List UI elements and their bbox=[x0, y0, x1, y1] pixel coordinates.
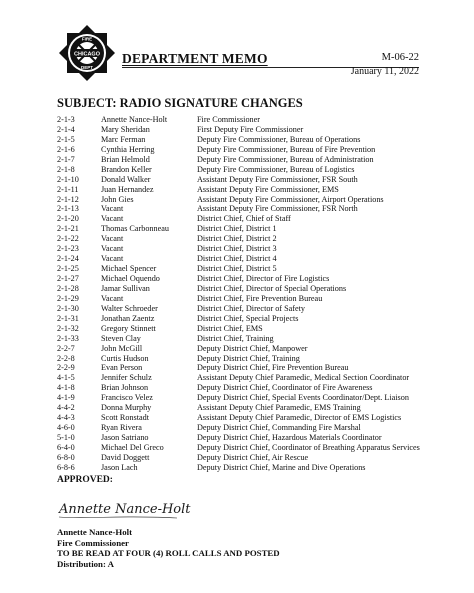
radio-signature-list bbox=[57, 115, 457, 473]
radio-code: 2-1-4 bbox=[57, 124, 75, 134]
radio-code: 5-1-0 bbox=[57, 433, 75, 442]
member-name: Michael Oquendo bbox=[101, 274, 160, 283]
radio-code: 2-2-8 bbox=[57, 353, 75, 363]
member-name: Walter Schroeder bbox=[101, 303, 158, 313]
roster-row bbox=[57, 314, 457, 324]
radio-code: 2-1-21 bbox=[57, 224, 79, 234]
member-title: District Chief, Fire Prevention Bureau bbox=[197, 293, 323, 303]
roster-row bbox=[57, 244, 457, 254]
roster-row bbox=[57, 383, 457, 393]
member-title: District Chief, Training bbox=[197, 333, 274, 343]
memo-title: DEPARTMENT MEMO bbox=[122, 51, 268, 66]
member-title: Deputy District Chief, Special Events Coordinator/Dept. Liaison bbox=[197, 393, 409, 403]
radio-code: 2-1-33 bbox=[57, 333, 79, 343]
member-name: Brian Helmold bbox=[101, 154, 150, 164]
radio-code: 2-1-23 bbox=[57, 244, 79, 254]
radio-code: 2-1-8 bbox=[57, 164, 75, 174]
signer-name: Annette Nance-Holt bbox=[57, 527, 133, 537]
radio-code: 2-1-22 bbox=[57, 234, 79, 244]
member-name: Jason Satriano bbox=[101, 433, 149, 442]
member-title: District Chief, Special Projects bbox=[197, 313, 299, 323]
radio-code: 2-1-29 bbox=[57, 293, 79, 303]
member-title: District Chief, Director of Fire Logistics bbox=[197, 274, 330, 283]
member-title: Assistant Deputy Fire Commissioner, FSR North bbox=[197, 204, 358, 214]
member-title: District Chief, Director of Special Operations bbox=[197, 283, 347, 293]
radio-code: 2-1-10 bbox=[57, 174, 79, 184]
roster-row bbox=[57, 145, 457, 155]
distribution: Distribution: A bbox=[57, 558, 114, 569]
roster-row bbox=[57, 354, 457, 364]
roster-row bbox=[57, 204, 457, 214]
member-name: Vacant bbox=[101, 204, 124, 214]
member-name: Evan Person bbox=[101, 363, 143, 373]
member-name: Scott Ronstadt bbox=[101, 413, 149, 423]
member-title: Deputy District Chief, Hazardous Materials Coordinator bbox=[197, 433, 382, 442]
member-name: Gregory Stinnett bbox=[101, 323, 156, 333]
roster-row bbox=[57, 135, 457, 145]
member-name: Vacant bbox=[101, 234, 124, 244]
roster-row bbox=[57, 433, 457, 443]
member-title: Deputy Fire Commissioner, Bureau of Operations bbox=[197, 134, 361, 144]
roster-row bbox=[57, 294, 457, 304]
seal-top-text: FIRE bbox=[81, 36, 93, 42]
member-title: District Chief, District 4 bbox=[197, 254, 277, 264]
member-title: Deputy District Chief, Manpower bbox=[197, 343, 308, 353]
approved-label: APPROVED: bbox=[57, 475, 113, 485]
roster-row bbox=[57, 214, 457, 224]
roster-row bbox=[57, 274, 457, 284]
member-title: Deputy District Chief, Coordinator of Fire Awareness bbox=[197, 383, 373, 393]
member-name: Mary Sheridan bbox=[101, 124, 150, 134]
radio-code: 2-1-31 bbox=[57, 313, 79, 323]
roster-row bbox=[57, 393, 457, 403]
member-name: Donald Walker bbox=[101, 174, 151, 184]
radio-code: 2-1-20 bbox=[57, 214, 79, 224]
radio-code: 2-2-9 bbox=[57, 363, 75, 373]
member-title: Fire Commissioner bbox=[197, 115, 260, 124]
member-name: Thomas Carbonneau bbox=[101, 224, 169, 234]
member-name: Michael Spencer bbox=[101, 264, 157, 274]
radio-code: 2-1-5 bbox=[57, 134, 75, 144]
member-title: District Chief, District 3 bbox=[197, 244, 277, 254]
radio-code: 2-1-24 bbox=[57, 254, 79, 264]
memo-subject: SUBJECT: RADIO SIGNATURE CHANGES bbox=[57, 96, 303, 110]
radio-code: 4-6-0 bbox=[57, 423, 75, 433]
memo-date: January 11, 2022 bbox=[350, 66, 419, 77]
roster-row bbox=[57, 344, 457, 354]
radio-code: 4-1-5 bbox=[57, 373, 75, 383]
radio-code: 2-1-7 bbox=[57, 154, 75, 164]
radio-code: 4-4-3 bbox=[57, 413, 75, 423]
member-name: Brandon Keller bbox=[101, 164, 152, 174]
roster-row bbox=[57, 403, 457, 413]
roster-row bbox=[57, 443, 457, 453]
roster-row bbox=[57, 234, 457, 244]
member-name: Cynthia Herring bbox=[101, 144, 155, 154]
roster-row bbox=[57, 115, 457, 125]
radio-code: 4-1-8 bbox=[57, 383, 75, 393]
member-name: David Doggett bbox=[101, 452, 150, 462]
roster-row bbox=[57, 453, 457, 463]
memo-number: M-06-22 bbox=[381, 52, 419, 63]
roster-row bbox=[57, 264, 457, 274]
member-title: Assistant Deputy Fire Commissioner, FSR South bbox=[197, 174, 358, 184]
member-name: John Gies bbox=[101, 194, 134, 204]
member-title: District Chief, EMS bbox=[197, 323, 263, 333]
member-name: Vacant bbox=[101, 214, 124, 224]
radio-code: 2-1-11 bbox=[57, 184, 79, 194]
chicago-fire-dept-seal-icon bbox=[57, 23, 117, 83]
member-title: Deputy District Chief, Marine and Dive Operations bbox=[197, 462, 366, 472]
radio-code: 4-1-9 bbox=[57, 393, 75, 403]
roster-row bbox=[57, 324, 457, 334]
member-name: Jason Lach bbox=[101, 462, 138, 472]
seal-center-text: CHICAGO bbox=[74, 51, 100, 58]
member-name: Vacant bbox=[101, 293, 124, 303]
roster-row bbox=[57, 304, 457, 314]
member-name: Jamar Sullivan bbox=[101, 283, 150, 293]
roster-row bbox=[57, 125, 457, 135]
roster-row bbox=[57, 413, 457, 423]
roster-row bbox=[57, 463, 457, 473]
roster-row bbox=[57, 185, 457, 195]
svg-text:Annette Nance-Holt: Annette Nance-Holt bbox=[59, 502, 191, 517]
roster-row bbox=[57, 334, 457, 344]
radio-code: 2-1-32 bbox=[57, 323, 79, 333]
roster-row bbox=[57, 224, 457, 234]
member-name: Michael Del Greco bbox=[101, 442, 164, 452]
roster-row bbox=[57, 284, 457, 294]
roster-row bbox=[57, 155, 457, 165]
radio-code: 2-1-13 bbox=[57, 204, 79, 214]
member-title: Deputy Fire Commissioner, Bureau of Fire Prevention bbox=[197, 144, 376, 154]
roster-row bbox=[57, 373, 457, 383]
member-name: Vacant bbox=[101, 244, 124, 254]
member-title: Assistant Deputy Fire Commissioner, EMS bbox=[197, 184, 339, 194]
radio-code: 2-1-3 bbox=[57, 115, 75, 124]
radio-code: 6-8-0 bbox=[57, 452, 75, 462]
member-title: First Deputy Fire Commissioner bbox=[197, 124, 304, 134]
radio-code: 6-4-0 bbox=[57, 442, 75, 452]
member-title: Assistant Deputy Chief Paramedic, Medical Section Coordinator bbox=[197, 373, 410, 383]
member-name: Jonathan Zaentz bbox=[101, 313, 155, 323]
memo-footer bbox=[57, 527, 280, 569]
roster-row bbox=[57, 423, 457, 433]
member-name: Annette Nance-Holt bbox=[101, 115, 168, 124]
member-title: Deputy District Chief, Fire Prevention Bureau bbox=[197, 363, 349, 373]
member-title: District Chief, District 2 bbox=[197, 234, 277, 244]
member-title: Assistant Deputy Chief Paramedic, Director of EMS Logistics bbox=[197, 413, 402, 423]
roster-row bbox=[57, 175, 457, 185]
member-name: Ryan Rivera bbox=[101, 423, 142, 433]
member-name: Donna Murphy bbox=[101, 403, 152, 413]
member-title: District Chief, Chief of Staff bbox=[197, 214, 291, 224]
radio-code: 2-1-27 bbox=[57, 274, 79, 283]
roster-row bbox=[57, 165, 457, 175]
member-name: Brian Johnson bbox=[101, 383, 149, 393]
member-title: District Chief, District 5 bbox=[197, 264, 277, 274]
radio-code: 2-1-12 bbox=[57, 194, 79, 204]
seal-bottom-text: DEPT bbox=[80, 65, 94, 70]
radio-code: 2-2-7 bbox=[57, 343, 75, 353]
handwritten-signature bbox=[57, 493, 197, 523]
member-title: Deputy District Chief, Training bbox=[197, 353, 300, 363]
member-title: Assistant Deputy Chief Paramedic, EMS Training bbox=[197, 403, 361, 413]
member-name: Juan Hernandez bbox=[101, 184, 154, 194]
radio-code: 2-1-6 bbox=[57, 144, 75, 154]
member-title: Deputy Fire Commissioner, Bureau of Administration bbox=[197, 154, 374, 164]
member-name: Jennifer Schulz bbox=[101, 373, 152, 383]
roster-row bbox=[57, 195, 457, 205]
radio-code: 4-4-2 bbox=[57, 403, 75, 413]
roster-row bbox=[57, 363, 457, 373]
member-name: John McGill bbox=[101, 343, 143, 353]
roll-call-instruction: TO BE READ AT FOUR (4) ROLL CALLS AND POSTED bbox=[57, 548, 280, 559]
radio-code: 2-1-25 bbox=[57, 264, 79, 274]
member-name: Curtis Hudson bbox=[101, 353, 149, 363]
member-title: Deputy District Chief, Coordinator of Breathing Apparatus Services bbox=[197, 442, 420, 452]
roster-row bbox=[57, 254, 457, 264]
member-title: Deputy District Chief, Commanding Fire Marshal bbox=[197, 423, 361, 433]
member-name: Vacant bbox=[101, 254, 124, 264]
member-title: Deputy District Chief, Air Rescue bbox=[197, 452, 309, 462]
radio-code: 2-1-30 bbox=[57, 303, 79, 313]
member-title: Assistant Deputy Fire Commissioner, Airport Operations bbox=[197, 194, 384, 204]
member-name: Marc Ferman bbox=[101, 134, 146, 144]
member-title: Deputy Fire Commissioner, Bureau of Logistics bbox=[197, 164, 355, 174]
member-title: District Chief, District 1 bbox=[197, 224, 277, 234]
signer-title: Fire Commissioner bbox=[57, 537, 129, 548]
radio-code: 2-1-28 bbox=[57, 283, 79, 293]
radio-code: 6-8-6 bbox=[57, 462, 75, 472]
member-name: Steven Clay bbox=[101, 333, 141, 343]
member-name: Francisco Velez bbox=[101, 393, 153, 403]
member-title: District Chief, Director of Safety bbox=[197, 303, 305, 313]
